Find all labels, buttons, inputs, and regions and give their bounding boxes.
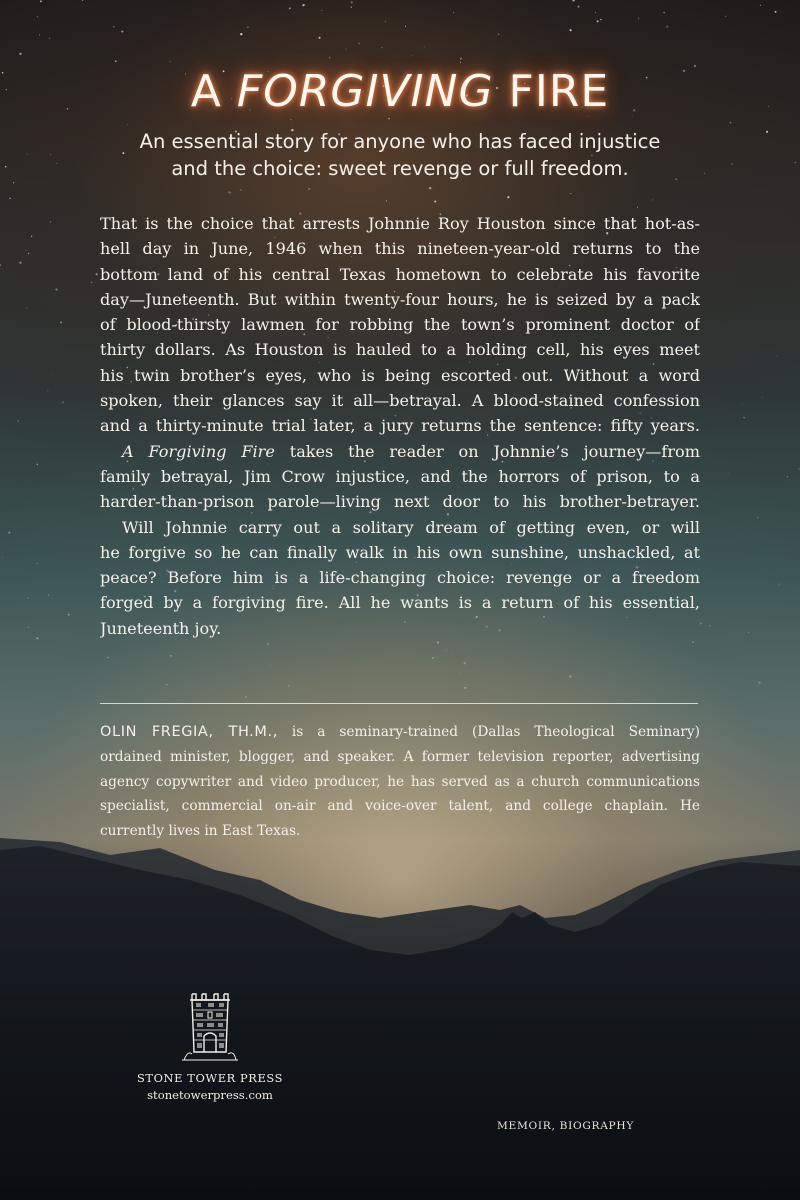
genre-label: MEMOIR, BIOGRAPHY xyxy=(497,1120,635,1132)
blurb-line: Juneteenth joy. xyxy=(100,618,222,638)
blurb-line: hell day in June, 1946 when this nineteen-year-old returns to the xyxy=(100,239,700,259)
title-prefix: A xyxy=(190,66,237,117)
blurb-line: and a thirty-minute trial later, a jury returns the sentence: fifty years. xyxy=(100,416,700,436)
tagline xyxy=(60,128,740,182)
blurb-line: harder-than-prison parole—living next door to his brother-betrayer. xyxy=(100,492,700,512)
blurb-line: his twin brother’s eyes, who is being escorted out. Without a word xyxy=(100,365,700,385)
publisher-block xyxy=(110,990,310,1103)
blurb-line: day—Juneteenth. But within twenty-four hours, he is seized by a pack xyxy=(100,289,700,309)
blurb-line: he forgive so he can finally walk in his own sunshine, unshackled, at xyxy=(100,542,700,562)
blurb-line: That is the choice that arrests Johnnie Roy Houston since that hot-as- xyxy=(100,214,700,233)
bio-line: specialist, commercial on-air and voice-over talent, and college chaplain. He xyxy=(100,798,700,815)
author-bio xyxy=(100,720,700,844)
bio-line: ordained minister, blogger, and speaker. A former television reporter, advertising xyxy=(100,748,700,765)
tagline-line: An essential story for anyone who has faced injustice xyxy=(139,130,661,153)
blurb-line-rest: takes the reader on Johnnie’s journey—from xyxy=(274,441,700,461)
blurb-line: of blood-thirsty lawmen for robbing the town’s prominent doctor of xyxy=(100,315,700,335)
blurb-line: Will Johnnie carry out a solitary dream of getting even, or will xyxy=(122,517,700,537)
publisher-url: stonetowerpress.com xyxy=(147,1088,273,1102)
blurb-line: thirty dollars. As Houston is hauled to a holding cell, his eyes meet xyxy=(100,340,700,360)
blurb-line: bottom land of his central Texas hometown to celebrate his favorite xyxy=(100,264,700,284)
bio-line-rest: is a seminary-trained (Dallas Theological Seminary) xyxy=(277,724,700,740)
section-divider xyxy=(100,703,698,704)
author-name: OLIN FREGIA, TH.M., xyxy=(100,724,278,740)
title-suffix: FIRE xyxy=(493,66,610,117)
bio-line: currently lives in East Texas. xyxy=(100,823,301,840)
book-title xyxy=(0,66,800,117)
title-italic: FORGIVING xyxy=(236,66,494,117)
book-description xyxy=(100,211,700,641)
tagline-line: and the choice: sweet revenge or full freedom. xyxy=(171,157,629,180)
blurb-line: spoken, their glances say it all—betrayal. A blood-stained confession xyxy=(100,391,700,411)
blurb-title-italic: A Forgiving Fire xyxy=(122,441,275,461)
stone-tower-logo-icon xyxy=(178,990,242,1064)
blurb-line xyxy=(100,439,700,464)
bio-line: agency copywriter and video producer, he has served as a church communications xyxy=(100,773,700,790)
blurb-line: peace? Before him is a life-changing choice: revenge or a freedom xyxy=(100,568,700,588)
blurb-line: family betrayal, Jim Crow injustice, and the horrors of prison, to a xyxy=(100,466,700,486)
bio-line xyxy=(100,720,700,745)
publisher-name: STONE TOWER PRESS xyxy=(137,1071,283,1085)
blurb-line: forged by a forgiving fire. All he wants is a return of his essential, xyxy=(100,593,700,613)
